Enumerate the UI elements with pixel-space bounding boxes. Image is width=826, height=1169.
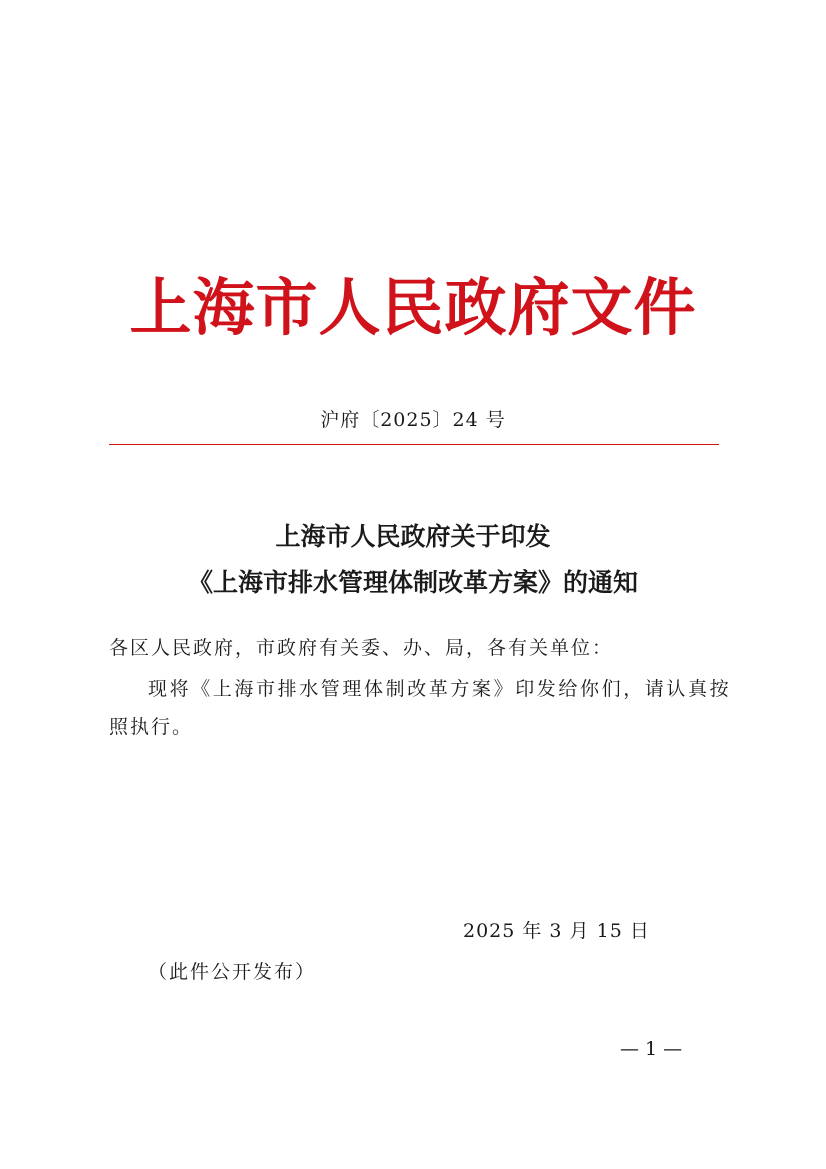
salutation: 各区人民政府，市政府有关委、办、局，各有关单位：: [109, 637, 614, 659]
red-divider-line: [109, 444, 719, 445]
page-number: — 1 —: [620, 1038, 683, 1060]
document-number: 沪府〔2025〕24 号: [320, 409, 506, 431]
notice-title-line-1: 上海市人民政府关于印发: [275, 522, 551, 551]
issue-date: 2025 年 3 月 15 日: [463, 920, 650, 942]
body-paragraph-line-1: 现将《上海市排水管理体制改革方案》印发给你们，请认真按: [148, 678, 732, 700]
masthead-title: 上海市人民政府文件: [129, 271, 697, 344]
notice-title-line-2: 《上海市排水管理体制改革方案》的通知: [187, 568, 638, 597]
body-paragraph-line-2: 照执行。: [109, 716, 194, 738]
publication-note: （此件公开发布）: [148, 961, 317, 983]
